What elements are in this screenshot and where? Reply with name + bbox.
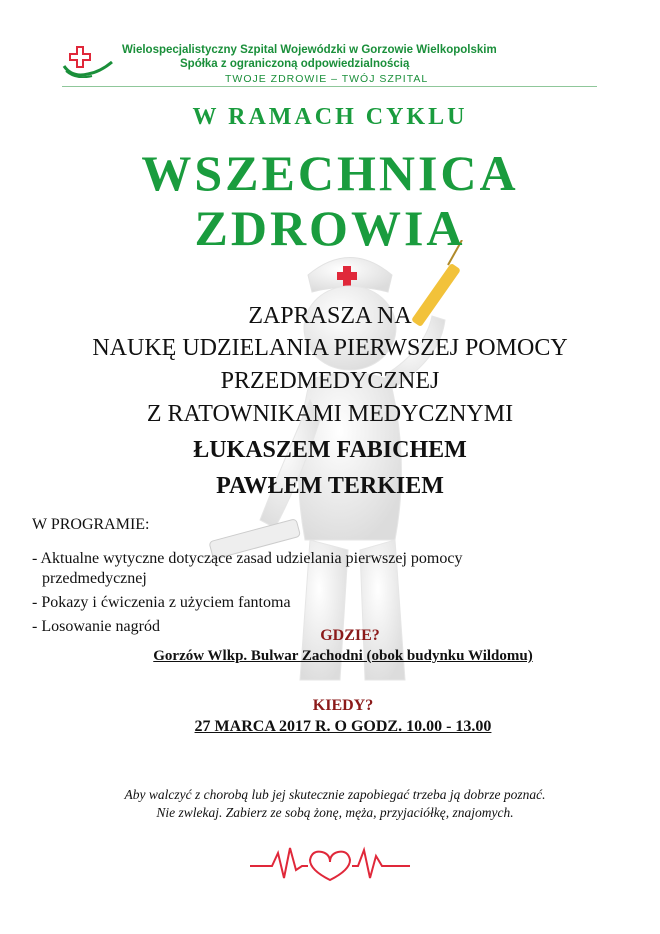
series-title-line2: ZDROWIA [194,200,466,256]
quote-line1: Aby walczyć z chorobą lub jej skutecznie zapobiegać trzeba ją dobrze poznać. [124,787,546,802]
where-heading: GDZIE? [320,627,380,644]
heartbeat-decoration [250,838,410,888]
rescuer-name-1: ŁUKASZEM FABICHEM [193,437,467,463]
hospital-slogan: TWOJE ZDROWIE – TWÓJ SZPITAL [225,73,429,85]
series-intro: W RAMACH CYKLU [192,104,468,130]
rescuer-name-2: PAWŁEM TERKIEM [216,473,444,499]
invite-line1: ZAPRASZA NA [248,303,412,329]
program-item: - Pokazy i ćwiczenia z użyciem fantoma [32,594,291,611]
closing-quote [0,786,660,822]
program-heading: W PROGRAMIE: [32,516,150,533]
program-item: przedmedycznej [42,570,147,587]
event-location: Gorzów Wlkp. Bulwar Zachodni (obok budynku Wildomu) [153,648,533,664]
company-form: Spółka z ograniczoną odpowiedzialnością [180,58,410,70]
quote-line2: Nie zwlekaj. Zabierz ze sobą żonę, męża, przyjaciółkę, znajomych. [156,805,514,820]
program-item: - Aktualne wytyczne dotyczące zasad udzielania pierwszej pomocy [32,550,463,567]
series-title-line1: WSZECHNICA [141,145,519,201]
invite-line3: PRZEDMEDYCZNEJ [220,368,440,394]
invite-line2: NAUKĘ UDZIELANIA PIERWSZEJ POMOCY [92,335,568,361]
series-title [0,146,660,256]
heartbeat-heart-icon [250,838,410,888]
cross-hands-icon [62,44,114,78]
hospital-logo [62,44,114,78]
header-divider [62,86,597,87]
invite-line4: Z RATOWNIKAMI MEDYCZNYMI [146,401,514,427]
hospital-name: Wielospecjalistyczny Szpital Wojewódzki w Gorzowie Wielkopolskim [122,44,497,56]
when-heading: KIEDY? [312,697,374,714]
event-datetime: 27 MARCA 2017 R. O GODZ. 10.00 - 13.00 [194,718,492,735]
program-item: - Losowanie nagród [32,618,160,635]
